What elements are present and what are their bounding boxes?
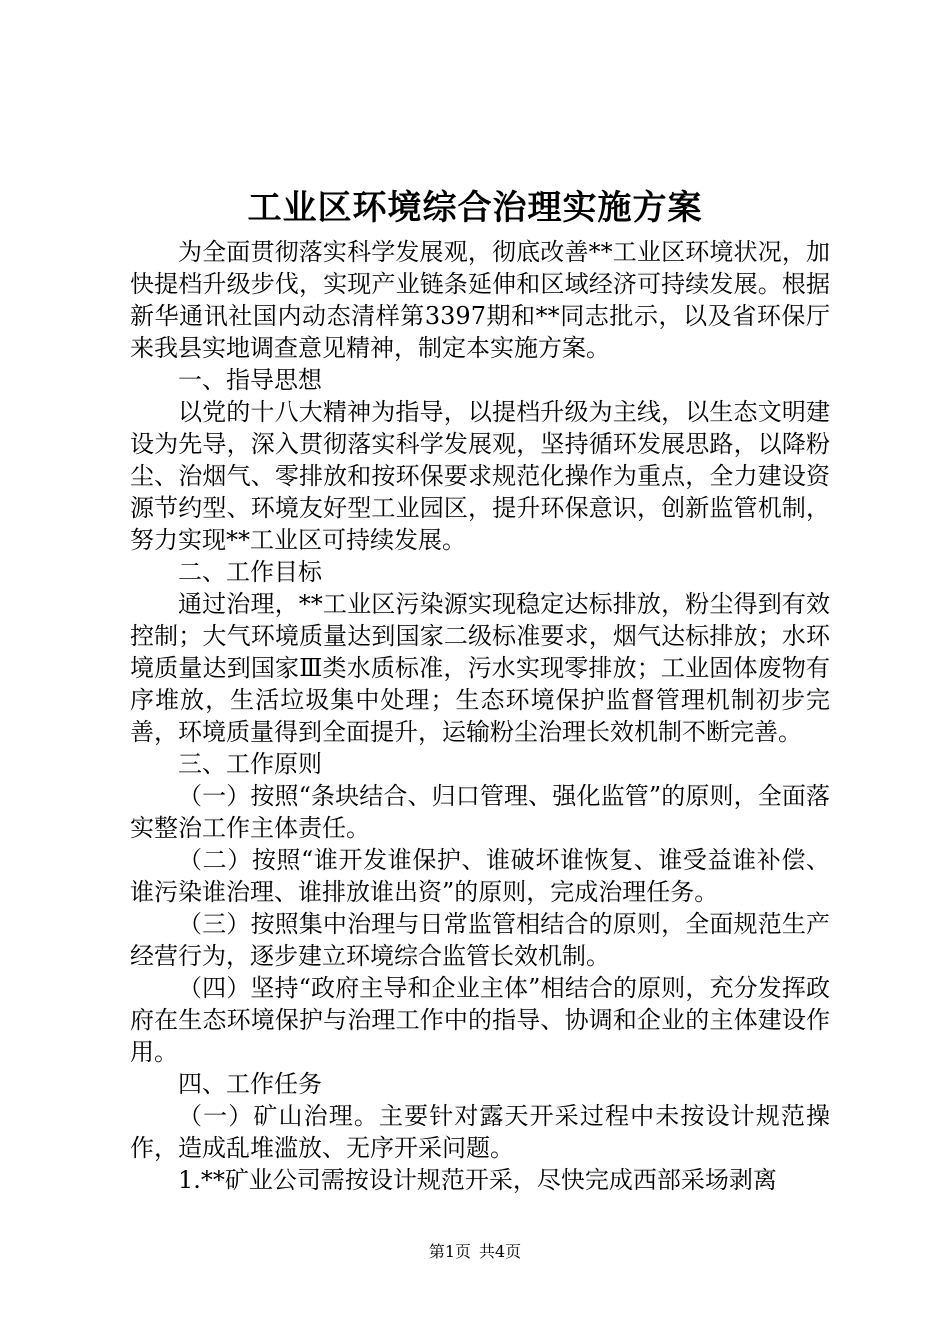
section-paragraph: （一）按照“条块结合、归口管理、强化监管”的原则，全面落实整治工作主体责任。 — [130, 782, 830, 842]
document-title: 工业区环境综合治理实施方案 — [247, 188, 703, 228]
document-body — [130, 236, 830, 1196]
page-number: 第1页 — [428, 1242, 471, 1261]
section-paragraph: （四）坚持“政府主导和企业主体”相结合的原则，充分发挥政府在生态环境保护与治理工作中的指导、协调和企业的主体建设作用。 — [130, 974, 830, 1066]
section-heading-work-tasks: 四、工作任务 — [178, 1070, 322, 1098]
section-heading-guiding-ideology: 一、指导思想 — [178, 366, 322, 394]
intro-paragraph: 为全面贯彻落实科学发展观，彻底改善**工业区环境状况，加快提档升级步伐，实现产业链条延伸和区域经济可持续发展。根据新华通讯社国内动态清样第3397期和**同志批示，以及省环保厅来我县实地调查意见精神，制定本实施方案。 — [130, 238, 830, 362]
section-paragraph: 通过治理，**工业区污染源实现稳定达标排放，粉尘得到有效控制；大气环境质量达到国家二级标准要求，烟气达标排放；水环境质量达到国家Ⅲ类水质标准，污水实现零排放；工业固体废物有序堆放，生活垃圾集中处理；生态环境保护监督管理机制初步完善，环境质量得到全面提升，运输粉尘治理长效机制不断完善。 — [130, 590, 830, 746]
page-footer — [0, 1240, 950, 1264]
section-heading-work-goals: 二、工作目标 — [178, 558, 322, 586]
section-paragraph: （三）按照集中治理与日常监管相结合的原则，全面规范生产经营行为，逐步建立环境综合监管长效机制。 — [130, 910, 830, 970]
section-paragraph: （一）矿山治理。主要针对露天开采过程中未按设计规范操作，造成乱堆滥放、无序开采问题。 — [130, 1102, 830, 1162]
section-heading-work-principles: 三、工作原则 — [178, 750, 322, 778]
page-total: 共4页 — [479, 1242, 522, 1261]
section-paragraph: 1.**矿业公司需按设计规范开采，尽快完成西部采场剥离 — [178, 1166, 777, 1194]
section-paragraph: （二）按照“谁开发谁保护、谁破坏谁恢复、谁受益谁补偿、谁污染谁治理、谁排放谁出资”的原则，完成治理任务。 — [130, 846, 830, 906]
section-paragraph: 以党的十八大精神为指导，以提档升级为主线，以生态文明建设为先导，深入贯彻落实科学发展观，坚持循环发展思路，以降粉尘、治烟气、零排放和按环保要求规范化操作为重点，全力建设资源节约型、环境友好型工业园区，提升环保意识，创新监管机制，努力实现**工业区可持续发展。 — [130, 398, 830, 554]
